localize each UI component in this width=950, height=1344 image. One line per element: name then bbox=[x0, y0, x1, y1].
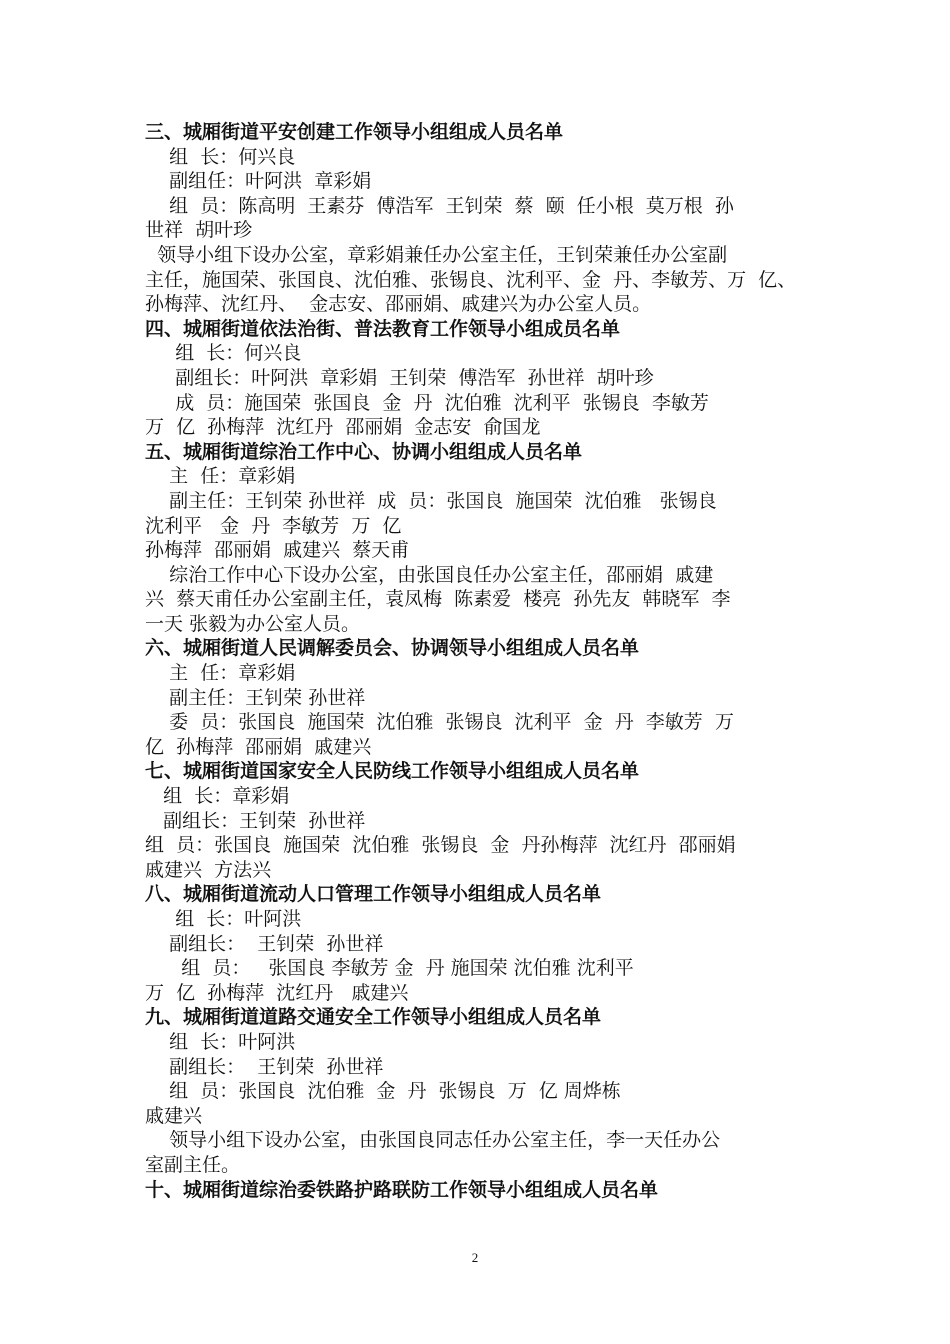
text-line: 万 亿 孙梅萍 沈红丹 邵丽娟 金志安 俞国龙 bbox=[145, 416, 541, 439]
text-line: 万 亿 孙梅萍 沈红丹 戚建兴 bbox=[145, 981, 409, 1004]
text-line: 组 长：叶阿洪 bbox=[145, 1030, 296, 1053]
section-heading: 六、城厢街道人民调解委员会、协调领导小组组成人员名单 bbox=[145, 637, 640, 660]
text-line: 副组任：叶阿洪 章彩娟 bbox=[145, 170, 372, 193]
section-heading: 五、城厢街道综治工作中心、协调小组组成人员名单 bbox=[145, 440, 583, 463]
text-line: 主任，施国荣、张国良、沈伯雅、张锡良、沈利平、金 丹、李敏芳、万 亿、 bbox=[145, 268, 797, 291]
text-line: 副组长：王钊荣 孙世祥 bbox=[145, 809, 366, 832]
text-line: 世祥 胡叶珍 bbox=[145, 219, 253, 242]
text-line: 副组长： 王钊荣 孙世祥 bbox=[145, 932, 384, 955]
section-heading: 三、城厢街道平安创建工作领导小组组成人员名单 bbox=[145, 121, 564, 143]
text-line: 领导小组下设办公室，章彩娟兼任办公室主任，王钊荣兼任办公室副 bbox=[145, 243, 728, 266]
text-line: 综治工作中心下设办公室，由张国良任办公室主任，邵丽娟 戚建 bbox=[145, 563, 714, 586]
text-line: 成 员：施国荣 张国良 金 丹 沈伯雅 沈利平 张锡良 李敏芳 bbox=[145, 391, 709, 414]
text-line: 戚建兴 bbox=[145, 1104, 203, 1127]
text-line: 孙梅萍 邵丽娟 戚建兴 蔡天甫 bbox=[145, 539, 410, 562]
section-heading: 十、城厢街道综治委铁路护路联防工作领导小组组成人员名单 bbox=[145, 1178, 659, 1201]
text-line: 组 长：何兴良 bbox=[145, 342, 302, 365]
text-line: 主 任：章彩娟 bbox=[145, 662, 296, 685]
text-line: 委 员：张国良 施国荣 沈伯雅 张锡良 沈利平 金 丹 李敏芳 万 bbox=[145, 711, 734, 734]
section-heading: 四、城厢街道依法治街、普法教育工作领导小组成员名单 bbox=[145, 317, 621, 340]
text-line: 组 长：何兴良 bbox=[145, 145, 296, 168]
text-line: 室副主任。 bbox=[145, 1153, 241, 1176]
text-line: 组 员：张国良 施国荣 沈伯雅 张锡良 金 丹孙梅萍 沈红丹 邵丽娟 bbox=[145, 834, 736, 857]
section-heading: 八、城厢街道流动人口管理工作领导小组组成人员名单 bbox=[145, 883, 602, 906]
text-line: 组 员：陈高明 王素芬 傅浩军 王钊荣 蔡 颐 任小根 莫万根 孙 bbox=[145, 194, 734, 217]
document-body bbox=[145, 120, 820, 1202]
text-line: 兴 蔡天甫任办公室副主任，袁凤梅 陈素爱 楼亮 孙先友 韩晓军 李 bbox=[145, 588, 731, 611]
section-heading: 九、城厢街道道路交通安全工作领导小组组成人员名单 bbox=[145, 1006, 602, 1029]
page-number: 2 bbox=[471, 1250, 479, 1265]
text-line: 亿 孙梅萍 邵丽娟 戚建兴 bbox=[145, 735, 372, 758]
text-line: 副组长：叶阿洪 章彩娟 王钊荣 傅浩军 孙世祥 胡叶珍 bbox=[145, 366, 654, 389]
text-line: 主 任：章彩娟 bbox=[145, 465, 296, 488]
text-line: 领导小组下设办公室，由张国良同志任办公室主任，李一天任办公 bbox=[145, 1129, 721, 1152]
text-line: 组 员：张国良 沈伯雅 金 丹 张锡良 万 亿 周烨栋 bbox=[145, 1080, 621, 1103]
text-line: 副主任：王钊荣 孙世祥 bbox=[145, 686, 366, 709]
section-heading: 七、城厢街道国家安全人民防线工作领导小组组成人员名单 bbox=[145, 760, 640, 783]
text-line: 沈利平 金 丹 李敏芳 万 亿 bbox=[145, 514, 402, 537]
text-line: 孙梅萍、沈红丹、 金志安、邵丽娟、戚建兴为办公室人员。 bbox=[145, 293, 652, 316]
text-line: 组 员： 张国良 李敏芳 金 丹 施国荣 沈伯雅 沈利平 bbox=[145, 957, 634, 980]
text-line: 副主任：王钊荣 孙世祥 成 员：张国良 施国荣 沈伯雅 张锡良 bbox=[145, 489, 717, 512]
text-line: 组 长：章彩娟 bbox=[145, 785, 290, 808]
text-line: 一天 张毅为办公室人员。 bbox=[145, 612, 361, 635]
text-line: 组 长：叶阿洪 bbox=[145, 908, 302, 930]
text-line: 戚建兴 方法兴 bbox=[145, 858, 272, 881]
text-line: 副组长： 王钊荣 孙世祥 bbox=[145, 1055, 384, 1078]
